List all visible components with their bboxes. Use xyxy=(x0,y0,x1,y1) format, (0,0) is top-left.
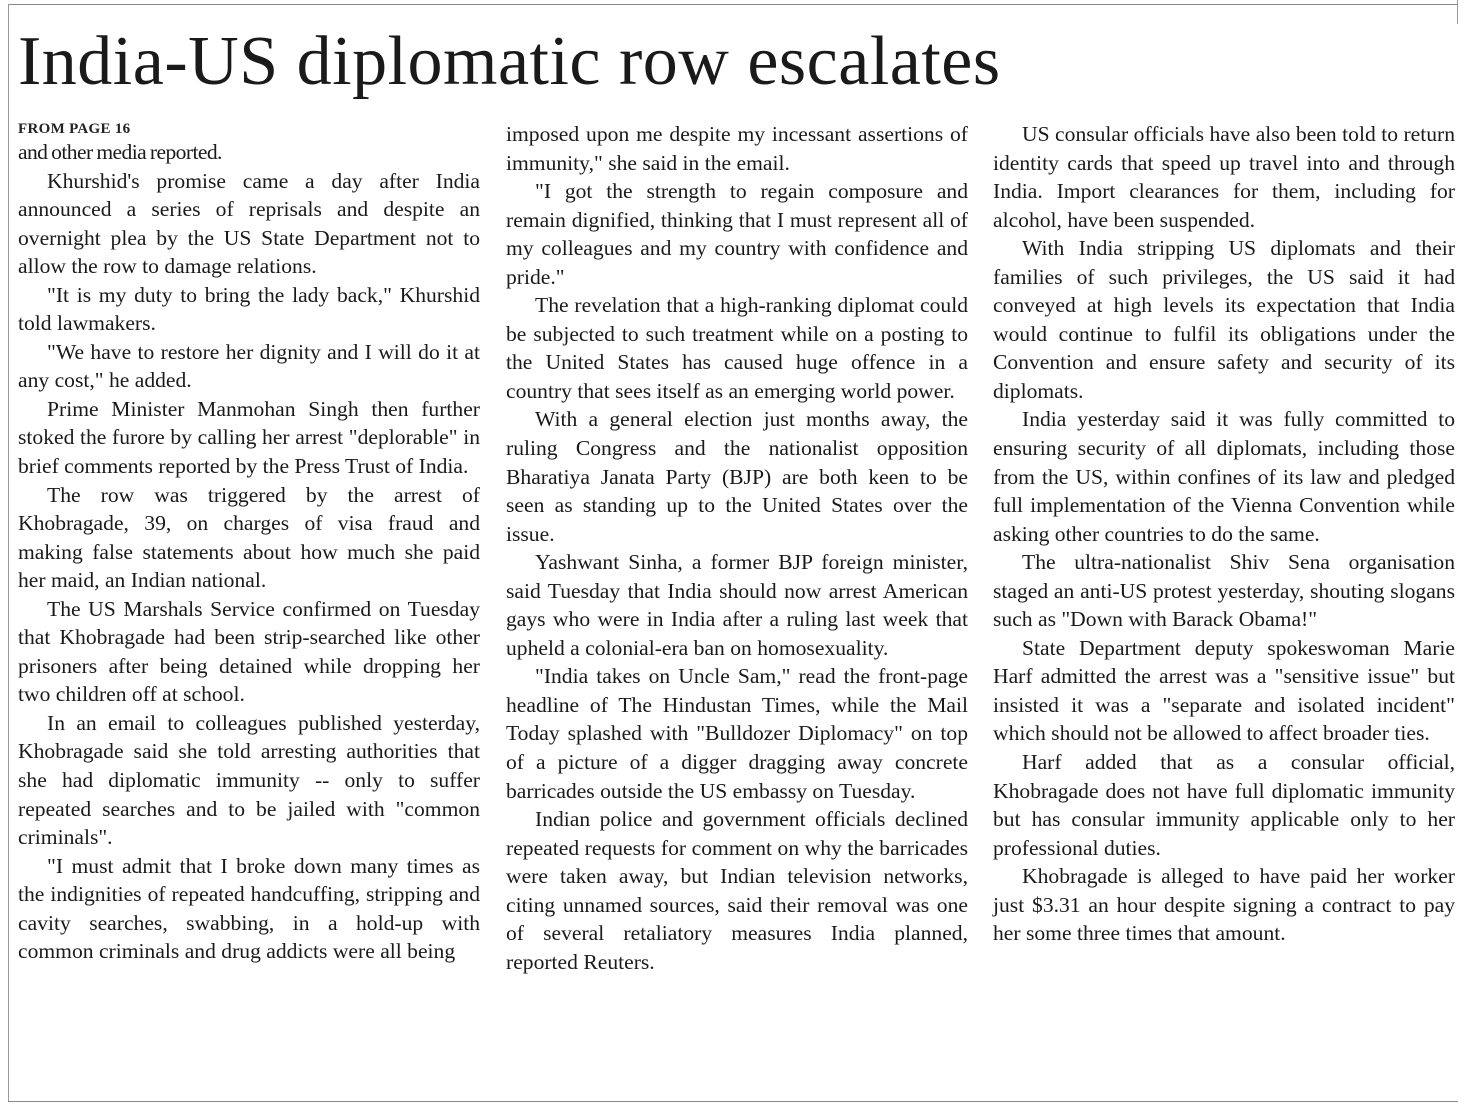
jump-line-kicker: FROM PAGE 16 xyxy=(18,121,131,137)
paragraph: With a general election just months away, the ruling Congress and the nationalist opposition Bharatiya Janata Party (BJP) are both keen to be seen as standing up to the United States over the issue. xyxy=(506,407,968,546)
left-border-rule xyxy=(8,4,9,1102)
right-border-rule xyxy=(1457,0,1458,24)
paragraph: "I must admit that I broke down many times as the indignities of repeated handcuffing, stripping and cavity searches, swabbing, in a hold-up with common criminals and drug addicts were all being xyxy=(18,853,480,964)
paragraph: In an email to colleagues published yesterday, Khobragade said she told arresting authorities that she had diplomatic immunity -- only to suffer repeated searches and to be jailed with "common criminals". xyxy=(18,710,480,850)
paragraph: The row was triggered by the arrest of Khobragade, 39, on charges of visa fraud and making false statements about how much she paid her maid, an Indian national. xyxy=(18,482,480,593)
headline: India-US diplomatic row escalates xyxy=(18,23,1001,100)
top-border-rule xyxy=(8,4,1458,5)
paragraph: "India takes on Uncle Sam," read the front-page headline of The Hindustan Times, while the Mail Today splashed with "Bulldozer Diplomacy" on top of a picture of a digger dragging away concrete barricades outside the US embassy on Tuesday. xyxy=(506,664,968,803)
paragraph: The ultra-nationalist Shiv Sena organisation staged an anti-US protest yesterday, shouting slogans such as "Down with Barack Obama!" xyxy=(993,550,1455,632)
paragraph: Indian police and government officials declined repeated requests for comment on why the barricades were taken away, but Indian television networks, citing unnamed sources, said their removal was one of several retaliatory measures India planned, reported Reuters. xyxy=(506,807,968,974)
paragraph: Khurshid's promise came a day after India announced a series of reprisals and despite an overnight plea by the US State Department not to allow the row to damage relations. xyxy=(18,168,480,279)
paragraph: The US Marshals Service confirmed on Tuesday that Khobragade had been strip-searched like other prisoners after being detained while dropping her two children off at school. xyxy=(18,596,480,707)
paragraph: "We have to restore her dignity and I will do it at any cost," he added. xyxy=(18,339,480,393)
paragraph: With India stripping US diplomats and their families of such privileges, the US said it had conveyed at high levels its expectation that India would continue to fulfil its obligations under the Convention and ensure safety and security of its diplomats. xyxy=(993,236,1455,403)
paragraph: US consular officials have also been told to return identity cards that speed up travel into and through India. Import clearances for them, including for alcohol, have been suspended. xyxy=(993,122,1455,232)
paragraph: Harf added that as a consular official, Khobragade does not have full diplomatic immunity but has consular immunity applicable only to her professional duties. xyxy=(993,750,1455,860)
article-column-3 xyxy=(993,120,1455,948)
article-column-1 xyxy=(18,120,480,966)
paragraph: imposed upon me despite my incessant assertions of immunity," she said in the email. xyxy=(506,122,968,175)
paragraph: India yesterday said it was fully committed to ensuring security of all diplomats, including those from the US, within confines of its law and pledged full implementation of the Vienna Convention while asking other countries to do the same. xyxy=(993,407,1455,546)
paragraph: Prime Minister Manmohan Singh then further stoked the furore by calling her arrest "deplorable" in brief comments reported by the Press Trust of India. xyxy=(18,396,480,479)
paragraph: The revelation that a high-ranking diplomat could be subjected to such treatment while on a posting to the United States has caused huge offence in a country that sees itself as an emerging world power. xyxy=(506,293,968,403)
paragraph: and other media reported. xyxy=(18,140,222,164)
bottom-border-rule xyxy=(8,1101,1458,1102)
paragraph: State Department deputy spokeswoman Marie Harf admitted the arrest was a "sensitive issue" but insisted it was a "separate and isolated incident" which should not be allowed to affect broader ties. xyxy=(993,635,1455,746)
paragraph: "It is my duty to bring the lady back," Khurshid told lawmakers. xyxy=(18,282,480,336)
article-column-2 xyxy=(506,120,968,976)
paragraph: Yashwant Sinha, a former BJP foreign minister, said Tuesday that India should now arrest American gays who were in India after a ruling last week that upheld a colonial-era ban on homosexuality. xyxy=(506,550,968,660)
paragraph: "I got the strength to regain composure and remain dignified, thinking that I must represent all of my colleagues and my country with confidence and pride." xyxy=(506,179,968,289)
paragraph: Khobragade is alleged to have paid her worker just $3.31 an hour despite signing a contract to pay her some three times that amount. xyxy=(993,864,1455,946)
